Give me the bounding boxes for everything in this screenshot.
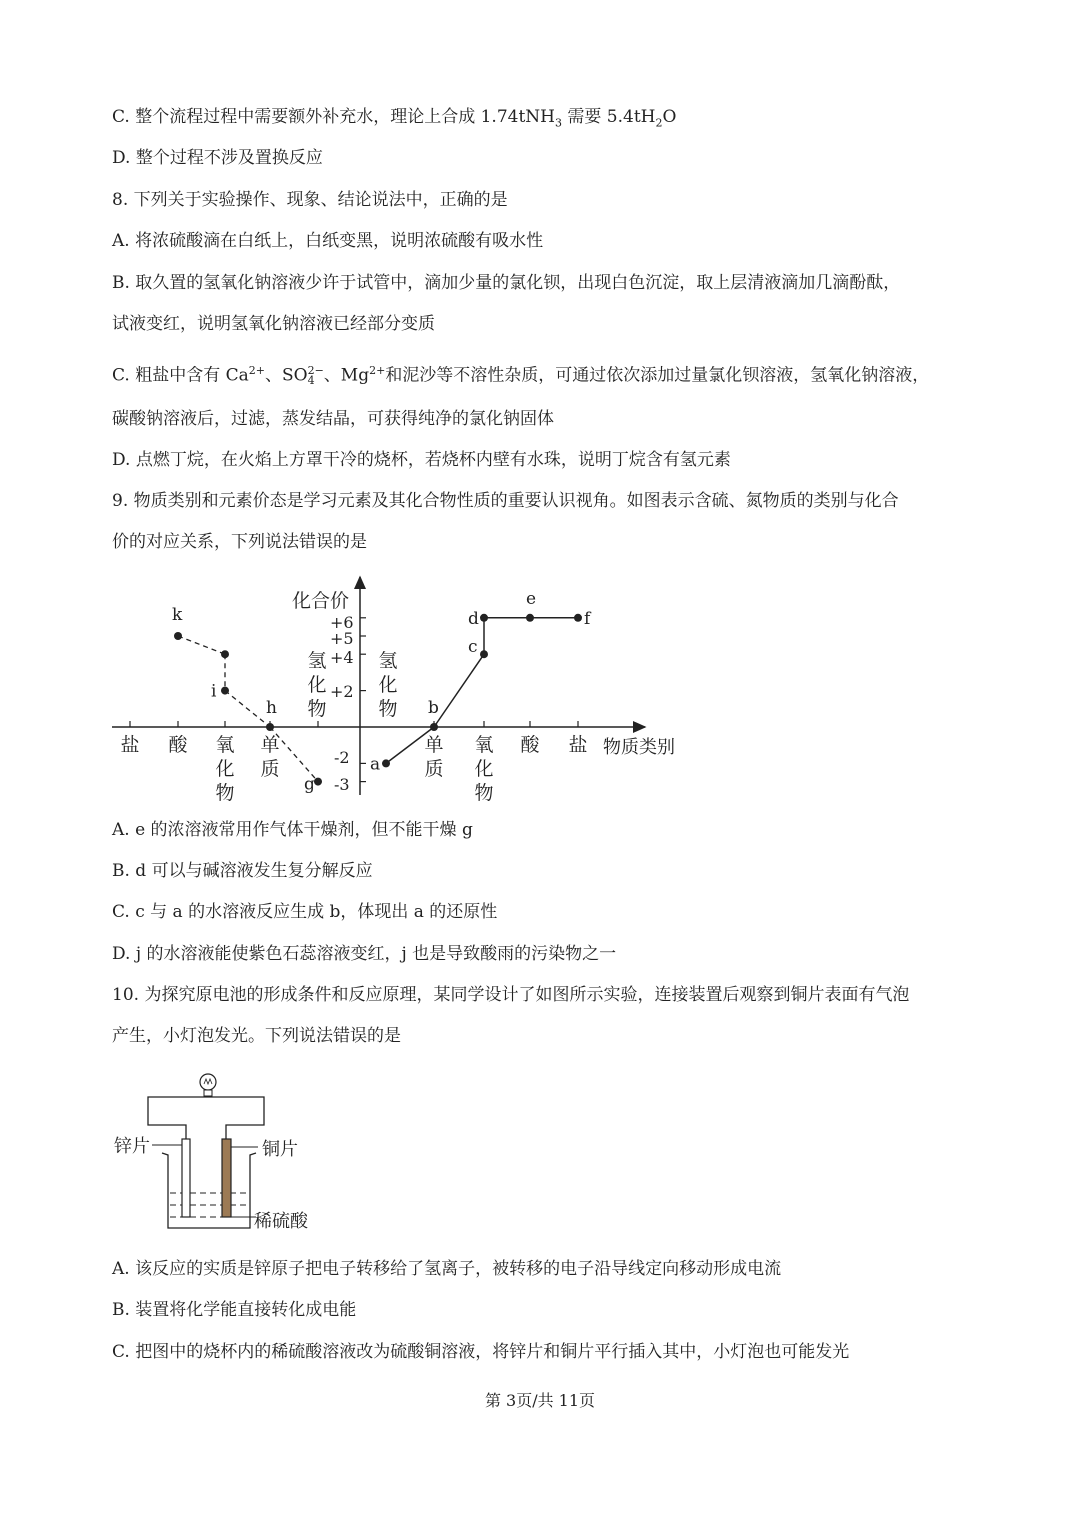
q8-stem: 8. 下列关于实验操作、现象、结论说法中，正确的是 xyxy=(112,190,508,210)
q10-option-a: A. 该反应的实质是锌原子把电子转移给了氢离子，被转移的电子沿导线定向移动形成电流 xyxy=(112,1259,782,1279)
q7-option-c: C. 整个流程过程中需要额外补充水，理论上合成 1.74tNH$_3$ 需要 $5.4tH_2O$ xyxy=(112,107,677,130)
data-point xyxy=(221,687,229,695)
point-label: g xyxy=(304,774,315,795)
data-point xyxy=(430,723,438,731)
data-point xyxy=(174,632,182,640)
category-label-left: 盐 xyxy=(120,734,140,756)
q10-stem-line2: 产生，小灯泡发光。下列说法错误的是 xyxy=(112,1026,401,1046)
solid-connector xyxy=(434,654,484,727)
category-label-left: 物 xyxy=(215,782,235,804)
data-point xyxy=(382,759,390,767)
data-point xyxy=(574,614,582,622)
x-axis-label: 物质类别 xyxy=(603,737,675,758)
category-label-right: 化 xyxy=(474,758,494,780)
category-label-left: 氧 xyxy=(215,734,235,756)
q10-option-c: C. 把图中的烧杯内的稀硫酸溶液改为硫酸铜溶液，将锌片和铜片平行插入其中，小灯泡也可能发光 xyxy=(112,1342,850,1362)
hydride-label-left xyxy=(307,650,326,720)
category-label-right: 质 xyxy=(424,758,444,780)
data-point xyxy=(314,778,322,786)
point-label: d xyxy=(468,608,479,629)
category-label-left: 单 xyxy=(260,734,280,756)
label-zinc: 锌片 xyxy=(114,1136,150,1157)
q9-option-b: B. d 可以与碱溶液发生复分解反应 xyxy=(112,861,373,881)
q8-option-b-line2: 试液变红，说明氢氧化钠溶液已经部分变质 xyxy=(112,314,435,334)
data-point xyxy=(480,614,488,622)
hydride-label-right xyxy=(378,650,397,720)
q9-option-a: A. e 的浓溶液常用作气体干燥剂，但不能干燥 g xyxy=(112,820,473,840)
q8-option-c-line2: 碳酸钠溶液后，过滤，蒸发结晶，可获得纯净的氯化钠固体 xyxy=(112,409,554,429)
q9-stem-line2: 价的对应关系，下列说法错误的是 xyxy=(112,532,367,552)
y-tick-label: +6 xyxy=(330,613,354,632)
y-tick-label: -3 xyxy=(334,775,350,794)
y-tick-label: -2 xyxy=(334,748,350,767)
point-label: b xyxy=(428,698,439,718)
hydride-char: 化 xyxy=(378,674,398,696)
hydride-char: 物 xyxy=(307,698,327,720)
point-label: c xyxy=(468,637,478,658)
point-label: k xyxy=(172,605,183,625)
zinc-strip xyxy=(182,1139,190,1217)
bulb-icon xyxy=(200,1074,216,1096)
category-label-left: 酸 xyxy=(168,734,188,756)
q9-stem-line1: 9. 物质类别和元素价态是学习元素及其化合物性质的重要认识视角。如图表示含硫、氮物质的类别与化合 xyxy=(112,491,899,511)
wire xyxy=(148,1097,264,1139)
dashed-connector xyxy=(178,636,225,654)
point-label: i xyxy=(211,681,217,702)
battery-diagram xyxy=(100,1065,340,1245)
y-tick-label: +5 xyxy=(330,629,354,648)
hydride-char: 物 xyxy=(378,698,398,720)
page-footer: 第 3页/共 11页 xyxy=(484,1391,596,1410)
dashed-connector xyxy=(225,691,270,727)
q9-option-d: D. j 的水溶液能使紫色石蕊溶液变红，j 也是导致酸雨的污染物之一 xyxy=(112,944,617,964)
copper-strip xyxy=(222,1139,231,1217)
point-label: f xyxy=(584,608,591,629)
data-point xyxy=(266,723,274,731)
q9-option-c: C. c 与 a 的水溶液反应生成 b，体现出 a 的还原性 xyxy=(112,902,498,922)
category-label-left: 质 xyxy=(260,758,280,780)
category-label-right: 物 xyxy=(474,782,494,804)
q8-option-b-line1: B. 取久置的氢氧化钠溶液少许于试管中，滴加少量的氯化钡，出现白色沉淀，取上层清液滴加几滴酚酞， xyxy=(112,273,901,293)
hydride-char: 氢 xyxy=(378,650,398,672)
data-point xyxy=(526,614,534,622)
category-label-right: 单 xyxy=(424,734,444,756)
point-label: a xyxy=(370,754,381,775)
category-label-left: 化 xyxy=(215,758,235,780)
q8-option-c-line1: C. 粗盐中含有 $Ca^{2+}$、SO 2− 4 、$Mg^{2+}$和泥沙等不溶性杂质，可通过依次添加过量氯化钡溶液，氢氧化钠溶液， xyxy=(112,364,930,388)
q10-option-b: B. 装置将化学能直接转化成电能 xyxy=(112,1300,357,1320)
category-label-right: 酸 xyxy=(520,734,540,756)
q8-option-d: D. 点燃丁烷，在火焰上方罩干冷的烧杯，若烧杯内壁有水珠，说明丁烷含有氢元素 xyxy=(112,450,731,470)
category-label-right: 盐 xyxy=(568,734,588,756)
label-copper: 铜片 xyxy=(262,1139,298,1160)
y-tick-label: +2 xyxy=(330,682,354,701)
q8-option-a: A. 将浓硫酸滴在白纸上，白纸变黑，说明浓硫酸有吸水性 xyxy=(112,231,544,251)
valence-chart xyxy=(0,565,1080,810)
hydride-char: 化 xyxy=(307,674,327,696)
point-label: h xyxy=(266,698,277,718)
label-acid: 稀硫酸 xyxy=(254,1211,308,1232)
y-tick-label: +4 xyxy=(330,648,354,667)
q10-stem-line1: 10. 为探究原电池的形成条件和反应原理，某同学设计了如图所示实验，连接装置后观察到铜片表面有气泡 xyxy=(112,985,910,1005)
point-label: e xyxy=(526,588,537,609)
q7-option-d: D. 整个过程不涉及置换反应 xyxy=(112,148,323,168)
hydride-char: 氢 xyxy=(307,650,327,672)
category-label-right: 氧 xyxy=(474,734,494,756)
y-axis-label: 化合价 xyxy=(292,590,350,612)
data-point xyxy=(480,650,488,658)
data-point xyxy=(221,650,229,658)
